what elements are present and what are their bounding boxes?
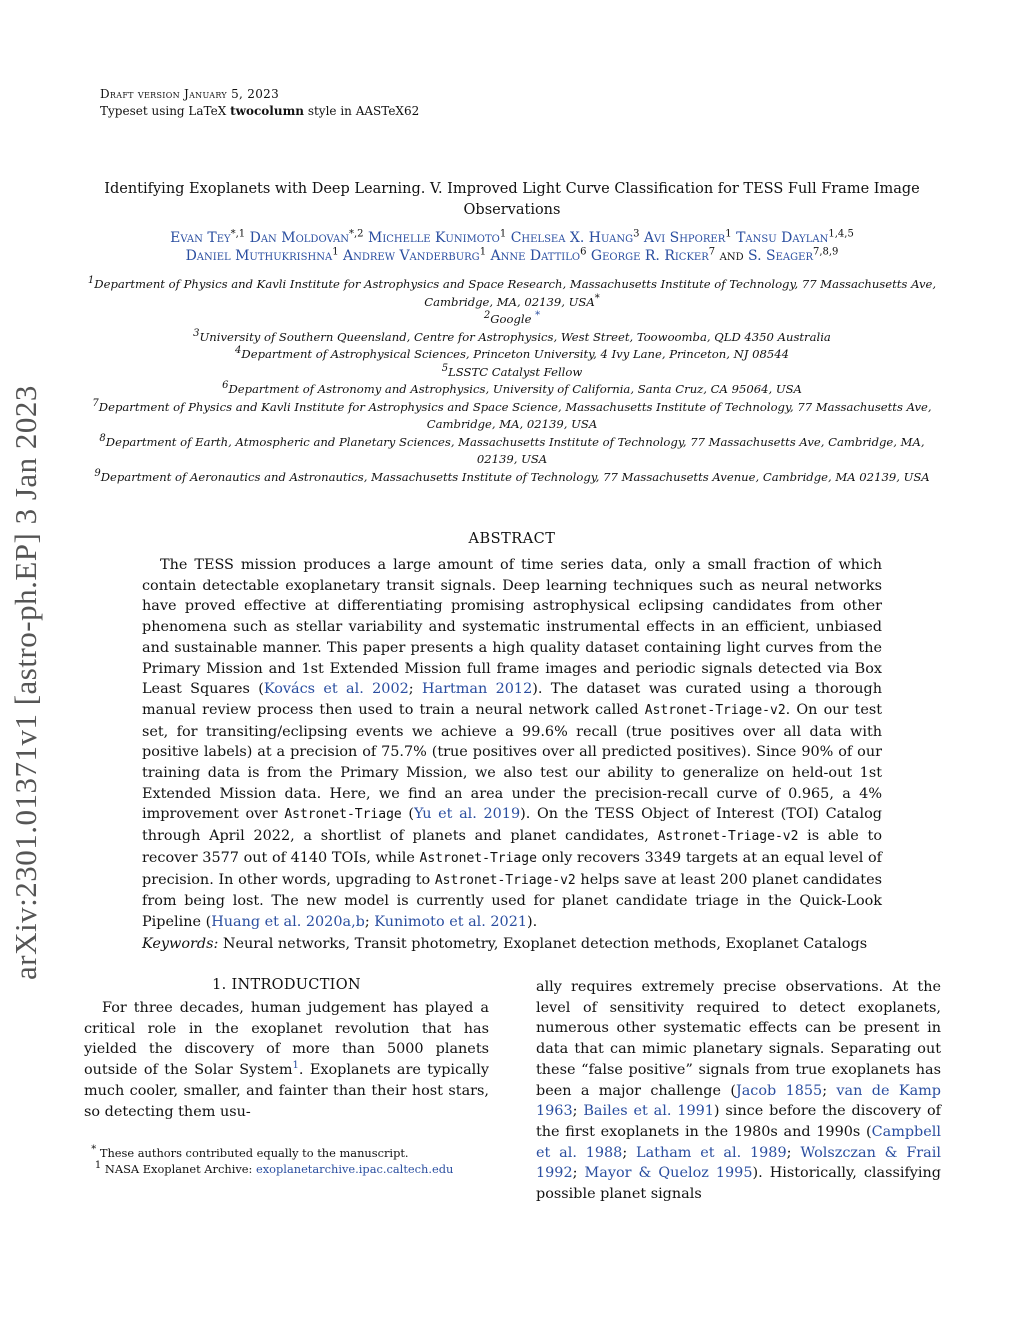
author-link[interactable]: Chelsea X. Huang [510,230,634,246]
author-mark: 1 [725,228,732,240]
intro-paragraph: For three decades, human judgement has played a critical role in the exoplanet revolution that has yielded the discovery of more than 5000 planets outside of the Solar System$^1$. Exoplanets are typically much cooler, smaller, and fainter than their host stars, so detecting them usu- [84,1000,489,1120]
affiliation: 7Department of Physics and Kavli Institute for Astrophysics and Space Science, Massachusetts Institute of Technology, 77 Massachusetts Ave, Cambridge, MA, 02139, USA [92,397,932,431]
draft-version: Draft version January 5, 2023 [100,87,280,101]
author-mark: 7 [708,246,716,258]
affiliation: 1Department of Physics and Kavli Institute for Astrophysics and Space Research, Massachusetts Institute of Technology, 77 Massachusetts Ave, Cambridge, MA, 02139, USA* [87,275,937,309]
citation-link[interactable]: Wolszczan & Frail 1992 [536,1144,941,1182]
author-link[interactable]: Dan Moldovan [249,230,349,246]
author-link[interactable]: Tansu Daylan [736,230,829,246]
right-column: ally requires extremely precise observations. At the level of sensitivity required to detect exoplanets, numerous other systematic effects can be present in data that can mimic planetary signals. Separating out these “false positive” signals from true exoplanets has been a major challenge (Jacob 1855; van de Kamp 1963; Bailes et al. 1991) since before the discovery of the first exoplanets in the 1980s and 1990s (Campbell et al. 1988; Latham et al. 1989; Wolszczan & Frail 1992; Mayor & Queloz 1995). Historically, classifying possible planet signals [536,979,942,1203]
author-mark: *,2 [348,228,364,240]
latex-logo: LaTeX [188,104,227,118]
citation-link[interactable]: Kovács et al. 2002 [263,681,409,698]
author-link[interactable]: S. Seager [748,248,813,264]
code-name: Astronet-Triage-v2 [644,702,786,718]
affiliation: 6Department of Astronomy and Astrophysics, University of California, Santa Cruz, CA 95064, USA [222,380,802,396]
affiliation: 5LSSTC Catalyst Fellow [441,362,583,379]
author-link[interactable]: Andrew Vanderburg [343,248,480,264]
author-link[interactable]: Avi Shporer [643,230,726,246]
paper-title: Identifying Exoplanets with Deep Learning. V. Improved Light Curve Classification for TESS Full Frame Image Observations [104,181,920,218]
affiliation: 8Department of Earth, Atmospheric and Planetary Sciences, Massachusetts Institute of Technology, 77 Massachusetts Ave, Cambridge, MA, 02139, USA [99,432,925,466]
citation-link[interactable]: ,b [351,913,365,930]
header-meta [100,86,419,120]
citation-link[interactable]: Bailes et al. 1991 [583,1103,714,1120]
author-list [100,229,924,265]
author-and: and [719,248,744,264]
citation-link[interactable]: Latham et al. 1989 [636,1144,787,1161]
arxiv-stamp: arXiv:2301.01371v1 [astro-ph.EP] 3 Jan 2023 [8,385,43,980]
author-mark: *,1 [230,228,246,240]
author-mark: 7,8,9 [812,246,839,258]
author-link[interactable]: Daniel Muthukrishna [185,248,333,264]
footnote: * These authors contributed equally to the manuscript. [91,1144,409,1160]
left-column [84,977,489,1122]
affiliation: 4Department of Astrophysical Sciences, Princeton University, 4 Ivy Lane, Princeton, NJ 08544 [235,345,789,361]
citation-link[interactable]: Kunimoto et al. 2021 [374,913,528,930]
typeset-line: Typeset using LaTeX twocolumn style in AASTeX62 [100,104,420,118]
code-name: Astronet-Triage-v2 [657,829,799,845]
affiliation: 2Google * [483,310,541,326]
citation-link[interactable]: Jacob 1855 [735,1082,823,1099]
author-link[interactable]: Anne Dattilo [490,248,581,264]
footnote-ref[interactable]: 1 [292,1060,299,1072]
author-mark: 1,4,5 [828,228,854,240]
affiliation: 9Department of Aeronautics and Astronautics, Massachusetts Institute of Technology, 77 Massachusetts Avenue, Cambridge, MA 02139, USA [94,467,930,484]
abstract-heading: ABSTRACT [468,531,556,547]
affiliation: 3University of Southern Queensland, Centre for Astrophysics, West Street, Toowoomba, QLD 4350 Australia [193,327,831,344]
code-name: Astronet-Triage [419,850,537,866]
citation-link[interactable]: Huang et al. 2020a [211,913,352,930]
code-name: Astronet-Triage [284,807,402,823]
author-mark: 1 [332,246,339,258]
section-heading: 1. INTRODUCTION [212,977,361,993]
author-link[interactable]: Michelle Kunimoto [367,230,500,246]
author-link[interactable]: George R. Ricker [590,248,709,264]
author-mark: 3 [633,228,640,240]
footnote: 1 NASA Exoplanet Archive: exoplanetarchive.ipac.caltech.edu [94,1160,454,1176]
affiliations [80,276,944,486]
archive-link[interactable]: exoplanetarchive.ipac.caltech.edu [255,1162,454,1176]
citation-link[interactable]: van de Kamp 1963 [536,1082,942,1120]
citation-link[interactable]: Hartman 2012 [421,681,533,698]
author-mark: 1 [499,228,507,240]
author-mark: 1 [479,246,487,258]
twocolumn-label: twocolumn [230,104,304,118]
author-link[interactable]: Evan Tey [170,230,231,246]
citation-link[interactable]: Yu et al. 2019 [414,806,521,823]
citation-link[interactable]: Campbell et al. 1988 [536,1123,941,1161]
keywords-label: Keywords: [142,936,219,952]
keywords: Keywords: Neural networks, Transit photometry, Exoplanet detection methods, Exoplanet Catalogs [142,936,868,952]
author-mark: 6 [580,246,587,258]
abstract-body: The TESS mission produces a large amount of time series data, only a small fraction of which contain detectable exoplanetary transit signals. Deep learning techniques such as neural networks have proved effective at differentiating promising astrophysical eclipsing candidates from other phenomena such as stellar variability and systematic instrumental effects in an efficient, unbiased and sustainable manner. This paper presents a high quality dataset containing light curves from the Primary Mission and 1st Extended Mission full frame images and periodic signals detected via Box Least Squares (Kovács et al. 2002; Hartman 2012). The dataset was curated using a thorough manual review process then used to train a neural network called Astronet-Triage-v2. On our test set, for transiting/eclipsing events we achieve a 99.6% recall (true positives over all data with positive labels) at a precision of 75.7% (true positives over all predicted positives). Since 90% of our training data is from the Primary Mission, we also test our ability to generalize on held-out 1st Extended Mission data. Here, we find an area under the precision-recall curve of 0.965, a 4% improvement over Astronet-Triage (Yu et al. 2019). On the TESS Object of Interest (TOI) Catalog through April 2022, a shortlist of planets and planet candidates, Astronet-Triage-v2 is able to recover 3577 out of 4140 TOIs, while Astronet-Triage only recovers 3349 targets at an equal level of precision. In other words, upgrading to Astronet-Triage-v2 helps save at least 200 planet candidates from being lost. The new model is currently used for planet candidate triage in the Quick-Look Pipeline (Huang et al. 2020a,b; Kunimoto et al. 2021). [142,557,882,930]
code-name: Astronet-Triage-v2 [434,872,576,888]
footnotes [84,1145,494,1177]
citation-link[interactable]: Mayor & Queloz 1995 [584,1165,753,1182]
